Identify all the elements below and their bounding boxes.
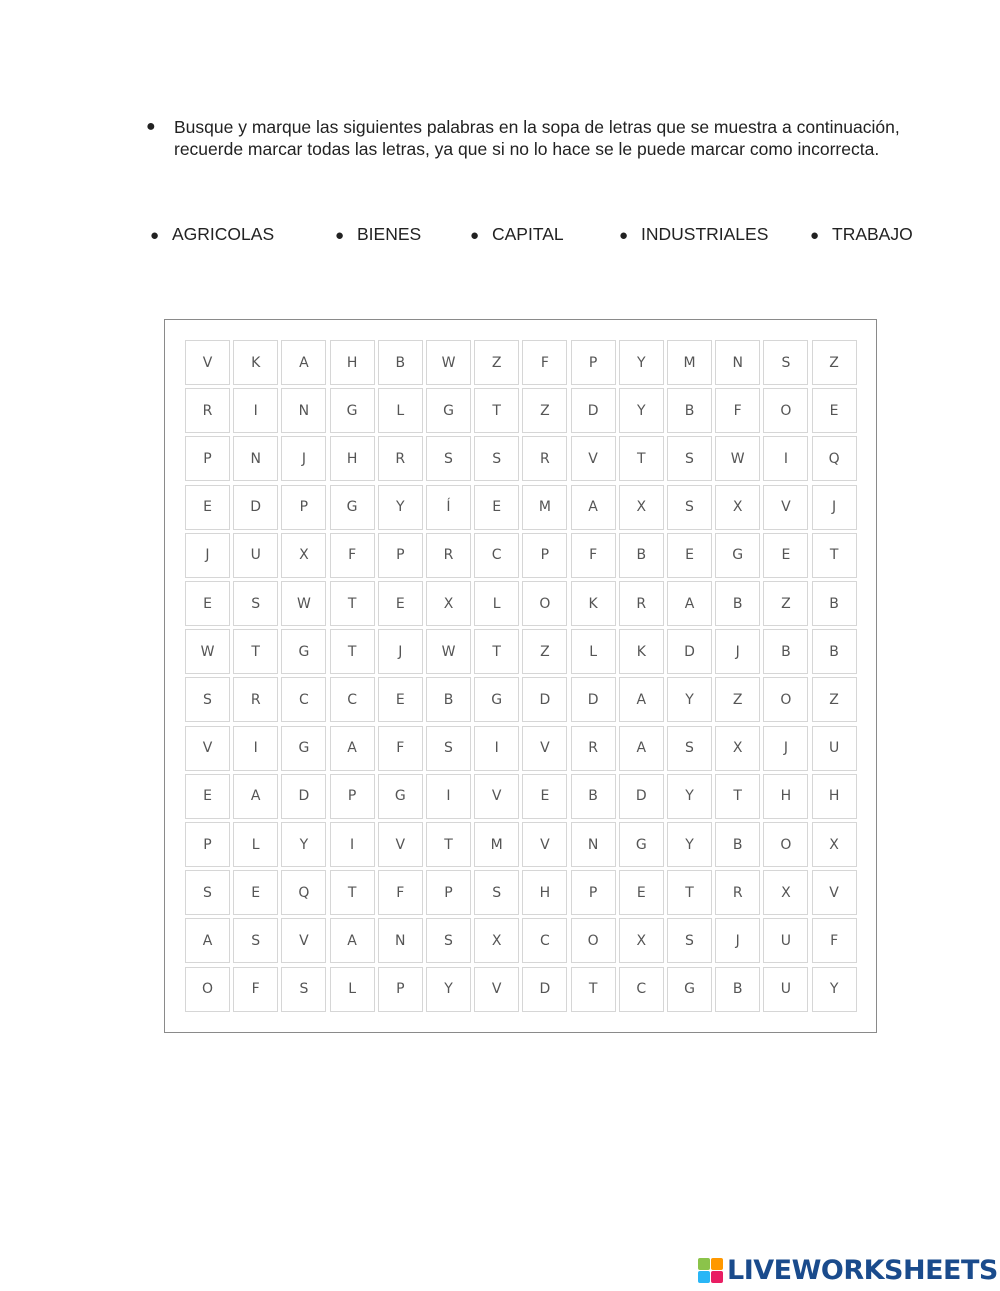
grid-cell[interactable]: Y [619,388,664,433]
grid-cell[interactable]: B [667,388,712,433]
grid-cell[interactable]: M [474,822,519,867]
grid-cell[interactable]: D [522,677,567,722]
logo-text: LIVEWORKSHEETS [727,1254,998,1286]
grid-cell[interactable]: D [281,774,326,819]
grid-cell[interactable]: P [426,870,471,915]
grid-cell[interactable]: P [185,822,230,867]
grid-cell[interactable]: T [571,967,616,1012]
grid-cell[interactable]: A [330,726,375,771]
grid-cell[interactable]: I [426,774,471,819]
grid-cell[interactable]: B [763,629,808,674]
logo-block [698,1258,710,1270]
word-label: TRABAJO [832,224,913,244]
grid-cell[interactable]: A [281,340,326,385]
grid-cell[interactable]: G [426,388,471,433]
grid-cell[interactable]: B [571,774,616,819]
word-item [335,224,421,245]
grid-cell[interactable]: Í [426,485,471,530]
grid-cell[interactable]: J [281,436,326,481]
grid-cell[interactable]: T [474,629,519,674]
grid-cell[interactable]: D [571,677,616,722]
grid-cell[interactable]: E [378,677,423,722]
grid-cell[interactable]: E [474,485,519,530]
grid-cell[interactable]: B [426,677,471,722]
grid-cell[interactable]: Y [378,485,423,530]
grid-cell[interactable]: B [715,581,760,626]
instruction-text: Busque y marque las siguientes palabras en la sopa de letras que se muestra a continuación, recuerde marcar todas las letras, ya que si no lo hace se le puede marcar como incorrecta. [174,117,900,159]
grid-cell[interactable]: V [281,918,326,963]
grid-cell[interactable]: B [812,629,857,674]
grid-cell[interactable]: H [522,870,567,915]
grid-cell[interactable]: I [474,726,519,771]
grid-cell[interactable]: C [619,967,664,1012]
grid-cell[interactable]: R [426,533,471,578]
grid-cell[interactable]: W [426,629,471,674]
word-label: CAPITAL [492,224,564,244]
grid-cell[interactable]: A [619,677,664,722]
grid-cell[interactable]: R [378,436,423,481]
grid-cell[interactable]: S [185,870,230,915]
grid-cell[interactable]: G [715,533,760,578]
grid-cell[interactable]: P [522,533,567,578]
grid-cell[interactable]: D [522,967,567,1012]
grid-cell[interactable]: T [426,822,471,867]
grid-cell[interactable]: Y [667,822,712,867]
grid-cell[interactable]: R [619,581,664,626]
grid-cell[interactable]: P [571,340,616,385]
grid-cell[interactable]: R [571,726,616,771]
grid-cell[interactable]: X [281,533,326,578]
bullet-icon: ● [470,227,480,244]
grid-cell[interactable]: B [715,967,760,1012]
grid-cell[interactable]: Y [281,822,326,867]
grid-cell[interactable]: G [619,822,664,867]
grid-cell[interactable]: X [763,870,808,915]
grid-cell[interactable]: S [426,436,471,481]
grid-cell[interactable]: F [571,533,616,578]
word-item [810,224,913,245]
grid-cell[interactable]: N [233,436,278,481]
logo-block [711,1258,723,1270]
word-item [619,224,768,245]
grid-cell[interactable]: Z [474,340,519,385]
grid-cell[interactable]: K [619,629,664,674]
logo-block [711,1271,723,1283]
grid-cell[interactable]: J [715,629,760,674]
grid-cell[interactable]: E [522,774,567,819]
grid-cell[interactable]: S [474,436,519,481]
grid-cell[interactable]: V [474,774,519,819]
grid-cell[interactable]: S [426,918,471,963]
grid-cell[interactable]: J [378,629,423,674]
grid-cell[interactable]: R [522,436,567,481]
grid-cell[interactable]: G [330,388,375,433]
grid-cell[interactable]: P [330,774,375,819]
grid-cell[interactable]: E [185,485,230,530]
grid-cell[interactable]: E [812,388,857,433]
grid-cell[interactable]: E [619,870,664,915]
instruction [146,116,906,160]
grid-cell[interactable]: R [233,677,278,722]
grid-cell[interactable]: J [185,533,230,578]
grid-cell[interactable]: T [330,870,375,915]
grid-cell[interactable]: A [330,918,375,963]
grid-cell[interactable]: G [378,774,423,819]
grid-cell[interactable]: V [571,436,616,481]
grid-cell[interactable]: S [763,340,808,385]
grid-cell[interactable]: W [426,340,471,385]
grid-cell[interactable]: D [619,774,664,819]
grid-cell[interactable]: N [715,340,760,385]
grid-cell[interactable]: B [812,581,857,626]
grid-cell[interactable]: A [185,918,230,963]
grid-cell[interactable]: P [571,870,616,915]
grid-cell[interactable]: T [330,581,375,626]
grid-cell[interactable]: D [233,485,278,530]
grid-cell[interactable]: Y [667,774,712,819]
grid-cell[interactable]: P [185,436,230,481]
grid-cell[interactable]: Z [715,677,760,722]
grid-cell[interactable]: V [185,340,230,385]
grid-cell[interactable]: N [571,822,616,867]
grid-cell[interactable]: T [812,533,857,578]
bullet-icon: ● [335,227,345,244]
grid-cell[interactable]: X [812,822,857,867]
grid-cell[interactable]: Z [522,629,567,674]
grid-cell[interactable]: O [522,581,567,626]
grid-cell[interactable]: M [667,340,712,385]
grid-cell[interactable]: F [378,870,423,915]
grid-cell[interactable]: L [474,581,519,626]
grid-cell[interactable]: V [185,726,230,771]
grid-cell[interactable]: V [522,726,567,771]
grid-cell[interactable]: S [474,870,519,915]
grid-cell[interactable]: E [763,533,808,578]
bullet-icon: ● [619,227,629,244]
grid-cell[interactable]: K [233,340,278,385]
grid-cell[interactable]: F [522,340,567,385]
bullet-icon: ● [150,227,160,244]
grid-cell[interactable]: X [619,485,664,530]
grid-cell[interactable]: C [330,677,375,722]
grid-cell[interactable]: O [763,822,808,867]
grid-cell[interactable]: N [378,918,423,963]
word-item [150,224,274,245]
logo-icon [698,1258,723,1283]
grid-cell[interactable]: X [619,918,664,963]
grid-cell[interactable]: E [185,581,230,626]
grid-cell[interactable]: D [667,629,712,674]
grid-cell[interactable]: P [378,533,423,578]
grid-cell[interactable]: O [571,918,616,963]
grid-cell[interactable]: X [426,581,471,626]
grid-cell[interactable]: S [667,485,712,530]
grid-cell[interactable]: Z [763,581,808,626]
grid-cell[interactable]: R [185,388,230,433]
grid-cell[interactable]: B [715,822,760,867]
grid-cell[interactable]: I [763,436,808,481]
grid-cell[interactable]: T [715,774,760,819]
grid-cell[interactable]: D [571,388,616,433]
grid-cell[interactable]: K [571,581,616,626]
grid-cell[interactable]: S [667,726,712,771]
grid-cell[interactable]: F [378,726,423,771]
grid-cell[interactable]: G [281,726,326,771]
grid-cell[interactable]: U [812,726,857,771]
grid-cell[interactable]: Z [522,388,567,433]
grid-cell[interactable]: P [281,485,326,530]
liveworksheets-logo [698,1256,998,1284]
grid-cell[interactable]: V [522,822,567,867]
grid-cell[interactable]: Y [426,967,471,1012]
bullet-icon: ● [146,118,156,135]
grid-cell[interactable]: A [571,485,616,530]
grid-cell[interactable]: R [715,870,760,915]
grid-cell[interactable]: S [667,918,712,963]
grid-cell[interactable]: B [378,340,423,385]
grid-cell[interactable]: F [715,388,760,433]
grid-cell[interactable]: U [233,533,278,578]
grid-cell[interactable]: C [474,533,519,578]
grid-cell[interactable]: O [763,677,808,722]
grid-cell[interactable]: U [763,967,808,1012]
grid-cell[interactable]: I [233,726,278,771]
grid-cell[interactable]: F [812,918,857,963]
grid-cell[interactable]: X [715,726,760,771]
grid-cell[interactable]: E [233,870,278,915]
grid-cell[interactable]: E [667,533,712,578]
word-label: INDUSTRIALES [641,224,769,244]
grid-cell[interactable]: X [474,918,519,963]
grid-cell[interactable]: F [330,533,375,578]
word-search-puzzle [164,319,877,1033]
grid-cell[interactable]: Z [812,340,857,385]
grid-cell[interactable]: H [763,774,808,819]
grid-cell[interactable]: L [330,967,375,1012]
grid-cell[interactable]: T [330,629,375,674]
grid-cell[interactable]: V [812,870,857,915]
grid-cell[interactable]: Y [619,340,664,385]
grid-cell[interactable]: I [233,388,278,433]
grid-cell[interactable]: H [812,774,857,819]
grid-cell[interactable]: V [763,485,808,530]
grid-cell[interactable]: C [281,677,326,722]
grid-cell[interactable]: I [330,822,375,867]
grid-cell[interactable]: W [185,629,230,674]
grid-cell[interactable]: Q [812,436,857,481]
grid-cell[interactable]: S [281,967,326,1012]
grid-cell[interactable]: A [233,774,278,819]
grid-cell[interactable]: N [281,388,326,433]
grid-cell[interactable]: O [763,388,808,433]
grid-cell[interactable]: P [378,967,423,1012]
grid-cell[interactable]: S [233,581,278,626]
grid-cell[interactable]: G [474,677,519,722]
grid-cell[interactable]: S [185,677,230,722]
grid-cell[interactable]: W [715,436,760,481]
word-list [150,224,930,250]
grid-cell[interactable]: J [763,726,808,771]
grid-cell[interactable]: C [522,918,567,963]
grid-cell[interactable]: S [426,726,471,771]
grid-cell[interactable]: Y [812,967,857,1012]
word-label: BIENES [357,224,422,244]
grid-cell[interactable]: L [571,629,616,674]
grid-cell[interactable]: U [763,918,808,963]
bullet-icon: ● [810,227,820,244]
grid-cell[interactable]: T [474,388,519,433]
logo-block [698,1271,710,1283]
grid-cell[interactable]: J [812,485,857,530]
grid-cell[interactable]: S [233,918,278,963]
grid-cell[interactable]: E [378,581,423,626]
grid-cell[interactable]: S [667,436,712,481]
grid-cell[interactable]: X [715,485,760,530]
grid-cell[interactable]: W [281,581,326,626]
grid-cell[interactable]: G [330,485,375,530]
grid-cell[interactable]: V [378,822,423,867]
grid-cell[interactable]: M [522,485,567,530]
grid-cell[interactable]: G [667,967,712,1012]
grid-cell[interactable]: Q [281,870,326,915]
grid-cell[interactable]: H [330,436,375,481]
grid-cell[interactable]: T [233,629,278,674]
grid-cell[interactable]: Y [667,677,712,722]
grid-cell[interactable]: B [619,533,664,578]
grid-cell[interactable]: H [330,340,375,385]
grid-cell[interactable]: E [185,774,230,819]
grid-cell[interactable]: A [619,726,664,771]
grid-cell[interactable]: V [474,967,519,1012]
grid-cell[interactable]: Z [812,677,857,722]
grid-cell[interactable]: O [185,967,230,1012]
grid-cell[interactable]: F [233,967,278,1012]
grid-cell[interactable]: T [619,436,664,481]
grid-cell[interactable]: L [233,822,278,867]
word-item [470,224,564,245]
grid-cell[interactable]: A [667,581,712,626]
grid-cell[interactable]: J [715,918,760,963]
grid-cell[interactable]: G [281,629,326,674]
grid-cell[interactable]: T [667,870,712,915]
grid-cell[interactable]: L [378,388,423,433]
word-label: AGRICOLAS [172,224,275,244]
